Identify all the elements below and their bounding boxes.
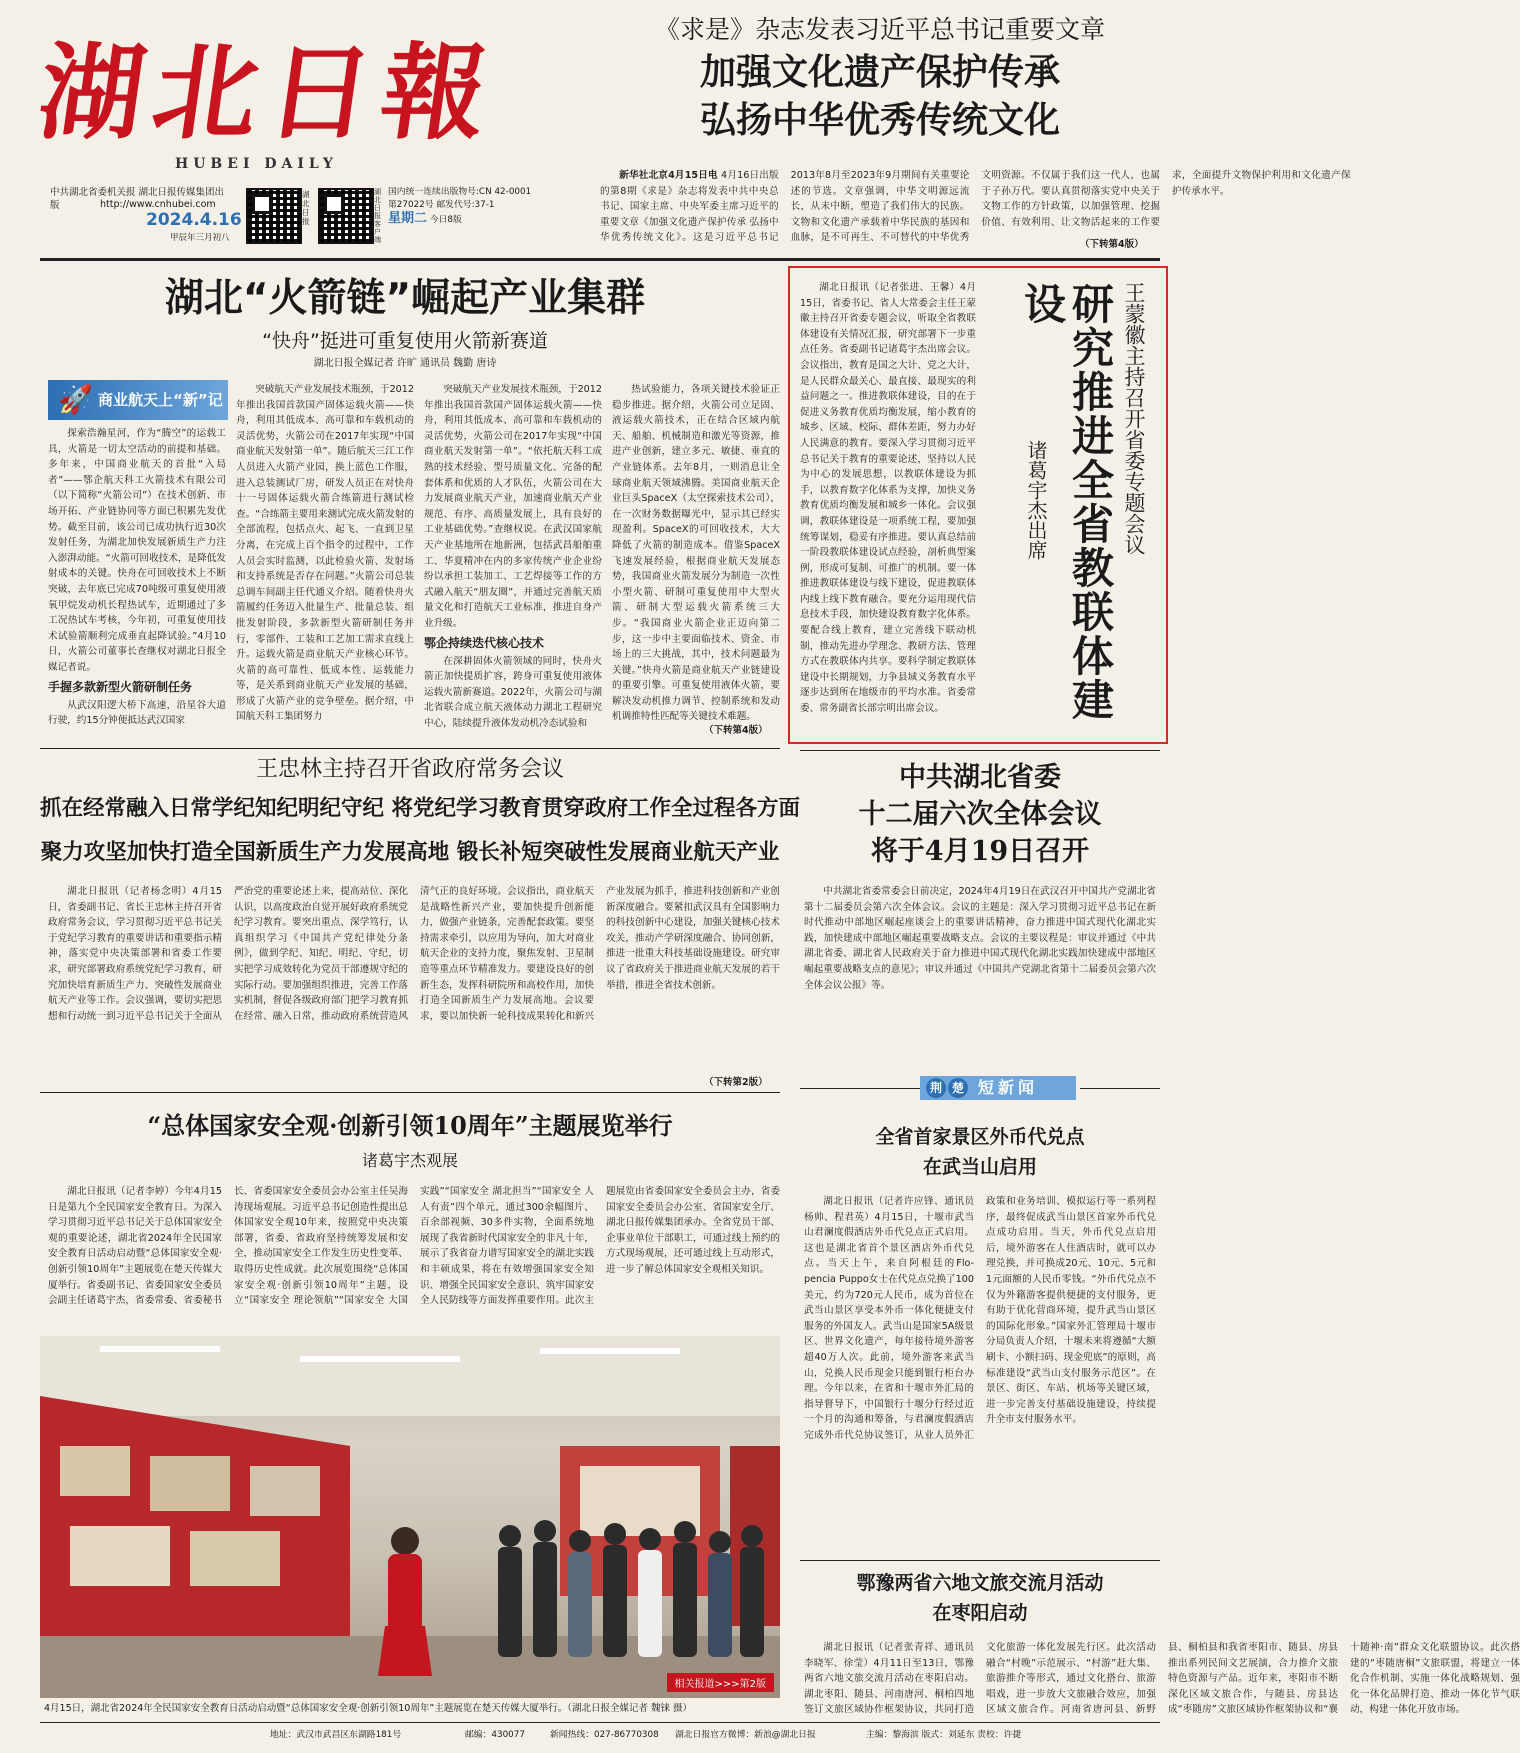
rocket-subtitle: “快舟”挺进可重复使用火箭新赛道 bbox=[262, 330, 548, 352]
footer bbox=[40, 1728, 1160, 1744]
education-subtitle: 诸葛宇杰出席 bbox=[1024, 440, 1048, 560]
related-report-tag: 相关报道>>>第2版 bbox=[667, 1673, 775, 1692]
lead-jump: （下转第4版） bbox=[1080, 236, 1144, 250]
rocket-col-2: 突破航天产业发展技术瓶颈，于2012年推出我国首款国产固体运载火箭——快舟，利用其低成本、高可靠和车载机动的灵活优势，火箭公司在2017年实现“中国商业航天发射第一单”。随后航天三江工作人员进入火箭产业园，换上蓝色工作服，进入总装测试厂房，研发人员正在对快舟十一号固体运载火箭合练箭进行测试检查。“合练箭主要用来测试完成火箭发射的全部流程，包括点火、起飞、一直到卫星分离，在完成上百个指令的过程中，工作人员会实时监测，以此检验火箭、发射场和支持系统是否存在问题。”火箭公司总装总调车间副主任代通义介绍。随着快舟火箭履约任务迈入批量生产、批量总装、组批发射阶段，多款新型火箭研制任务并行，零部件、工装和工艺加工需求直线上升。运载火箭是商业航天产业核心环节。火箭的高可靠性、低成本性、运载能力等，是关系到商业航天产业发展的基础，形成了火箭产业的竞争壁垒。据介绍，中国航天科工集团努力 bbox=[236, 384, 414, 723]
rocket-col-4: 热试验能力，各项关键技术验证正稳步推进。据介绍，火箭公司立足固、液运载火箭技术，正在结合区域内航天、船舶、机械制造和激光等资源，推进产业创新，建立多元、敏捷、垂直的产业链体系。去年8月，一则消息让全球商业航天领域沸腾。美国商业航天企业巨头SpaceX（太空探索技术公司），在一次财务数据曝光中，显示其已经实现盈利。SpaceX的可回收技术，大大降低了火箭的制造成本。借鉴SpaceX飞速发展经验，根据商业航天发展态势，我国商业火箭发展分为制造一次性小型火箭、研制可重复使用中大型火箭、研制大型运载火箭系统三大步。“我国商业火箭企业正迈向第二步，这一步中主要面临技术、资金、市场上的三大挑战，其中，技术问题最为关键。”快舟火箭是商业航天产业链建设的重要引擎。可重复使用液体火箭，要解决发动机推力调节、控制系统和发动机调推特性匹配等关键技术难题。 bbox=[612, 384, 780, 723]
footer-postcode: 邮编：430077 bbox=[465, 1730, 525, 1740]
masthead-date: 2024.4.16 bbox=[146, 210, 242, 230]
exhibit-subtitle: 诸葛宇杰观展 bbox=[361, 1151, 458, 1170]
currency-body: 湖北日报讯（记者许应锋、通讯员杨帅、程君英）4月15日，十堰市武当山君澜度假酒店外币代兑点正式启用。这也是湖北省首个景区酒店外币代兑点。当天上午，来自阿根廷的Flo-pencia Puppo女士在代兑点兑换了100美元，约为720元人民币，成为首位在武当山景区享受本外币一体化便捷支付服务的外国友人。武当山是国家5A级景区、世界文化遗产，每年接待境外游客超40万人次。此前，境外游客来武当山，兑换人民币现金只能到银行柜台办理。今年以来，在省和十堰市外汇局的指导督导下，中国银行十堰分行经过近一个月的沟通和筹备，与君澜度假酒店完成外币代兑协议签订，从业人员外汇政策和业务培训、模拟运行等一系列程序，最终促成武当山景区首家外币代兑点成功启用。当天，外币代兑点启用后，境外游客在人住酒店时，就可以办理兑换，并可换成20元、10元、5元和1元面额的人民币零钱。“外币代兑点不仅为外籍游客提供便捷的支付服务，更有助于优化营商环境，提升武当山景区的国际化形象。”国家外汇管理局十堰市分局负责人介绍，十堰未来将遵循“大额刷卡、小额扫码、现金兜底”的原则，高标准建设“武当山支付服务示范区”。在景区、街区、车站、机场等关键区域，进一步完善支付基础设施建设，持续提升全市支付服务水平。 bbox=[804, 1196, 1156, 1441]
photo-caption: 4月15日，湖北省2024年全民国家安全教育日活动启动暨“总体国家安全观·创新引领10周年”主题展览在楚天传媒大厦举行。（湖北日报全媒记者 魏铼 摄） bbox=[44, 1703, 693, 1714]
lead-title-1: 加强文化遗产保护传承 bbox=[699, 52, 1060, 93]
qr-code-app bbox=[318, 188, 374, 244]
rocket-col-1: 探索浩瀚星河，作为“腾空”的运载工具，火箭是一切太空活动的前提和基础。多年来，中国商业航天的首批“入局者”——鄂企航天科工火箭技术有限公司（以下简称“火箭公司”）在技术创新、市场开拓、产业链协同等方面已积累先发优势。截至目前，该公司已成功执行近30次发射任务，为湖北加快发展新质生产力注入澎湃动能。“火箭可回收技术，是降低发射成本的关键。快舟在可回收技术上不断突破，去年底已完成70吨级可重复使用液氧甲烷发动机长程热试车，近期通过了多工况热试车考核，今年初，可重复使用技术试验箭顺利完成垂直起降试验。”4月10日，火箭公司董事长查继权对湖北日报全媒记者说。 手握多款新型火箭研制任务 从武汉阳逻大桥下高速，沿星谷大道行驶，约15分钟便抵达武汉国家 bbox=[48, 428, 226, 727]
gov-kicker: 王忠林主持召开省政府常务会议 bbox=[255, 757, 564, 782]
education-kicker: 王蒙徽主持召开省委专题会议 bbox=[1122, 282, 1146, 555]
tourism-top-rule bbox=[800, 1560, 1160, 1561]
brief-rule-left bbox=[800, 1088, 920, 1089]
exhibit-body: 湖北日报讯（记者李婷）今年4月15日是第九个全民国家安全教育日。为深入学习贯彻习近平总书记关于总体国家安全观的重要论述，湖北省2024年全民国家安全教育日活动启动暨“总体国家安全观·创新引领10周年”主题展览在楚天传媒大厦举行。省委副书记、省委国家安全委员会副主任诸葛宇杰，省委常委、省委秘书长、省委国家安全委员会办公室主任吴海涛现场观展。习近平总书记创造性提出总体国家安全观10年来，按照党中央决策部署，省委、省政府坚持统筹发展和安全，推动国家安全工作发生历史性变革、取得历史性成就。此次展览围绕“总体国家安全观·创新引领10周年”主题，设立“国家安全 理论领航”“国家安全 大国实践”“国家安全 湖北担当”“国家安全 人人有责”四个单元，通过300余幅图片、百余部视频、30多件实物，全面系统地展现了我省新时代国家安全的非凡十年，展示了我省奋力谱写国家安全的湖北实践和丰硕成果，将在有效增强国家安全知识、增强全民国家安全意识、筑牢国家安全人民防线等方面发挥重要作用。此次主题展览由省委国家安全委员会主办，省委国家安全委员会办公室、省国家安全厅、湖北日报传媒集团承办。全省党员干部、企事业单位干部职工，可通过线上预约的方式现场观展，还可通过线上互动形式，进一步了解总体国家安全观相关知识。 bbox=[48, 1186, 780, 1307]
qr-code-newspaper bbox=[246, 188, 302, 244]
education-title: 研究推进全省教联体建设 bbox=[1018, 282, 1115, 722]
lead-title-2: 弘扬中华优秀传统文化 bbox=[699, 100, 1060, 141]
exhibit-title: “总体国家安全观·创新引领10周年”主题展览举行 bbox=[147, 1111, 673, 1140]
qr1-label: 湖北日报 bbox=[302, 190, 310, 226]
footer-weibo: 湖北日报官方微博：新浪@湖北日报 bbox=[675, 1730, 816, 1740]
tourism-title-2: 在枣阳启动 bbox=[932, 1602, 1028, 1624]
gov-body: 湖北日报讯（记者杨念明）4月15日，省委副书记、省长王忠林主持召开省政府常务会议，学习贯彻习近平总书记关于党纪学习教育的重要讲话和重要指示精神，落实党中央决策部署和省委工作要求，研究部署政府系统党纪学习教育，研究加快培育新质生产力、突破性发展商业航天产业等工作。会议强调，要切实把思想和行动统一到习近平总书记关于全面从严治党的重要论述上来，提高站位、深化认识，以高度政治自觉开展好政府系统党纪学习教育。要突出重点、深学笃行，认真组织学习《中国共产党纪律处分条例》，做到学纪、知纪、明纪、守纪，切实把学习成效转化为党员干部遵规守纪的实际行动。要加强组织推进，完善工作落实机制，督促各级政府部门把学习教育抓在经常、融入日常，推动政府系统营造风清气正的良好环境。会议指出，商业航天是战略性新兴产业，要加快提升创新能力，做强产业链条，完善配套政策。要坚持需求牵引，以应用为导向，加大对商业航天企业的支持力度，聚焦发射、卫星制造等重点环节精准发力。要建设良好的创新生态，发挥科研院所和高校作用，加快打造全国新质生产力发展高地。会议要求，要以加快新一轮科技成果转化和新兴产业发展为抓手，推进科技创新和产业创新深度融合。要紧扣武汉具有全国影响力的科技创新中心建设，加强关键核心技术攻关，推动产学研深度融合、协同创新，推进一批重大科技基础设施建设。研究审议了省政府关于推进商业航天发展的若干举措，推进全省技术创新。 bbox=[48, 886, 780, 1022]
congress-title-2: 十二届六次全体会议 bbox=[858, 799, 1102, 830]
masthead-website: http://www.cnhubei.com bbox=[100, 199, 216, 210]
gov-jump: （下转第2版） bbox=[704, 1074, 768, 1088]
footer-editors: 主编：黎海滨 版式：刘延东 责校：许捷 bbox=[866, 1730, 1022, 1740]
footer-hotline: 新闻热线：027-86770308 bbox=[550, 1730, 659, 1740]
masthead-publisher: 中共湖北省委机关报 湖北日报传媒集团出版 bbox=[50, 187, 225, 211]
rocket-byline: 湖北日报全媒记者 许旷 通讯员 魏勤 唐诗 bbox=[313, 358, 497, 369]
rocket-jump: （下转第4版） bbox=[704, 725, 768, 736]
congress-top-rule bbox=[800, 750, 1160, 751]
brief-rule-right bbox=[1080, 1088, 1160, 1089]
rocket-col-3: 突破航天产业发展技术瓶颈，于2012年推出我国首款国产固体运载火箭——快舟，利用其低成本、高可靠和车载机动的灵活优势，火箭公司在2017年实现“中国商业航天发射第一单”。“依托航天科工成熟的技术经验、型号质量文化、完备的配套体系和优质的人才队伍，火箭公司在大力发展商业航天产业，加速商业航天产业规范、有序、高质量发展上，具有良好的工业基础优势。”查继权说。在武汉国家航天产业基地所在地新洲，包括武昌船舶重工、华夏精冲在内的多家传统产业企业纷纷以承担工装加工、工艺焊接等工作的方式融入航天“朋友圈”，并通过完善航天质量文化和打造航天工业标准，推进自身产业升级。 鄂企持续迭代核心技术 在深耕固体火箭领域的同时，快舟火箭正加快提质扩容，跨身可重复使用液体运载火箭新赛道。2022年，火箭公司与湖北省联合成立航天液体动力湖北工程研究中心，陆续提升液体发动机冷态试验和 bbox=[424, 384, 602, 729]
footer-rule bbox=[40, 1722, 1160, 1723]
congress-body: 中共湖北省委常委会日前决定，2024年4月19日在武汉召开中国共产党湖北省第十二届委员会第六次全体会议。会议的主题是：深入学习贯彻习近平总书记在新时代推动中部地区崛起座谈会上的重要讲话精神，奋力推进中国式现代化湖北实践，加快建成中部地区崛起重要战略支点。会议的主要议程是：审议并通过《中共湖北省委、湖北省人民政府关于奋力推进中国式现代化湖北实践加快建成中部地区崛起重要战略支点的意见》；审议并通过《中国共产党湖北省第十二届委员会第六次全体会议公报》等。 bbox=[804, 886, 1156, 991]
gov-top-rule bbox=[40, 748, 780, 749]
rocket-icon: 🚀 bbox=[58, 383, 93, 416]
gov-title-2: 聚力攻坚加快打造全国新质生产力发展高地 锻长补短突破性发展商业航天产业 bbox=[40, 840, 780, 865]
lead-body: 新华社北京4月15日电 4月16日出版的第8期《求是》杂志将发表中共中央总书记、国家主席、中央军委主席习近平的重要文章《加强文化遗产保护传承 弘扬中华优秀传统文化》。这是习近平总书记2013年8月至2023年9月期间有关重要论述的节选。文章强调，中华文明源远流长，从未中断，塑造了我们伟大的民族。文物和文化遗产承载着中华民族的基因和血脉，是不可再生、不可替代的中华优秀文明资源。不仅属于我们这一代人，也属于子孙万代。要认真贯彻落实党中央关于文物工作的方针政策，以加强管理、挖掘价值、有效利用、让文物活起来的工作要求，全面提升文物保护利用和文化遗产保护传承水平。 bbox=[600, 170, 1351, 244]
congress-title-1: 中共湖北省委 bbox=[899, 762, 1061, 793]
masthead-english: HUBEI DAILY bbox=[175, 156, 338, 172]
masthead-codes: 国内统一连续出版物号:CN 42-0001 第27022号 邮发代号:37-1 星期二 今日8版 bbox=[388, 187, 532, 226]
education-body: 湖北日报讯（记者张进、王馨）4月15日，省委书记、省人大常委会主任王蒙徽主持召开省委专题会议，听取全省教联体建设有关情况汇报，研究部署下一步重点任务。省委副书记诸葛宇杰出席会议。会议指出，教育是国之大计、党之大计，是人民群众最关心、最直接、最现实的利益问题之一。推进教联体建设，目的在于促进义务教育优质均衡发展，缩小教育的城乡、区域、校际、群体差距，努力办好人民满意的教育。要深入学习贯彻习近平总书记关于教育的重要论述，坚持以人民为中心的发展思想，以教联体建设为抓手，以教育数字化体系为支撑，加快义务教育优质均衡发展和城乡一体化。会议强调，教联体建设是一项系统工程，要加强统筹谋划，稳妥有序推进。要认真总结前一阶段教联体建设试点经验，剖析典型案例，形成可复制、可推广的机制。要一体推进教联体建设与线下建设，促进教联体内线上线下教育融合。要充分运用现代信息技术手段，加快建设教育数字化体系。要配合线上教育，建立完善线下联动机制，推动先进办学理念、教研方法、管理方式在教联体内共享。要科学制定教联体建设中长期规划，力争县域义务教育水平逐步达到所在地级市的平均水准。省委常委、常务副省长部宗明出席会议。 bbox=[800, 282, 976, 715]
brief-news-banner: 荆 楚 短新闻 bbox=[920, 1076, 1076, 1100]
currency-title-1: 全省首家景区外币代兑点 bbox=[875, 1126, 1085, 1148]
tourism-title-1: 鄂豫两省六地文旅交流月活动 bbox=[856, 1572, 1104, 1594]
currency-title-2: 在武当山启用 bbox=[922, 1156, 1037, 1178]
congress-title-3: 将于4月19日召开 bbox=[870, 836, 1090, 867]
qr2-label: 湖北日报客户端 bbox=[374, 188, 381, 244]
footer-address: 地址：武汉市武昌区东湖路181号 bbox=[270, 1730, 402, 1740]
rocket-title: 湖北“火箭链”崛起产业集群 bbox=[164, 276, 646, 321]
masthead-lunar: 甲辰年三月初八 bbox=[170, 233, 230, 243]
tourism-body: 湖北日报讯（记者张青祥、通讯员李晓军、徐莹）4月11日至13日，鄂豫两省六地文旅交流月活动在枣阳启动。湖北枣阳、随县、河南唐河、桐柏四地签订文旅区域协作框架协议，共同打造文化旅游一体化发展先行区。此次活动融合“村晚”示范展示、“村游”赶大集、旅游推介等形式，通过文化搭台、旅游唱戏，进一步放大文旅融合效应，加强区域文旅合作。河南省唐河县、新野县、桐柏县和我省枣阳市、随县、房县推出系列民间文艺展演，合力推介文旅特色资源与产品。近年来，枣阳市不断深化区域文旅合作，与随县、房县达成“枣随房”文旅区域协作框架协议和“襄十随神·南”群众文化联盟协议。此次搭建的“枣随唐桐”文旅联盟，将建立一体化合作机制、实施一体化战略规划、强化一体化品牌打造、推动一体化节气联动，构建一体化开放市场。 bbox=[804, 1642, 1520, 1716]
rocket-banner: 🚀 商业航天上“新”记 bbox=[48, 380, 228, 420]
gov-title-1: 抓在经常融入日常学纪知纪明纪守纪 将党纪学习教育贯穿政府工作全过程各方面 bbox=[40, 796, 800, 821]
lead-kicker: 《求是》杂志发表习近平总书记重要文章 bbox=[654, 15, 1105, 44]
exhibition-scene bbox=[40, 1336, 780, 1698]
exhibit-top-rule bbox=[40, 1092, 780, 1093]
exhibition-photo bbox=[40, 1336, 780, 1698]
masthead-logo: 湖北日報 bbox=[31, 31, 505, 154]
masthead-rule bbox=[40, 258, 1160, 261]
